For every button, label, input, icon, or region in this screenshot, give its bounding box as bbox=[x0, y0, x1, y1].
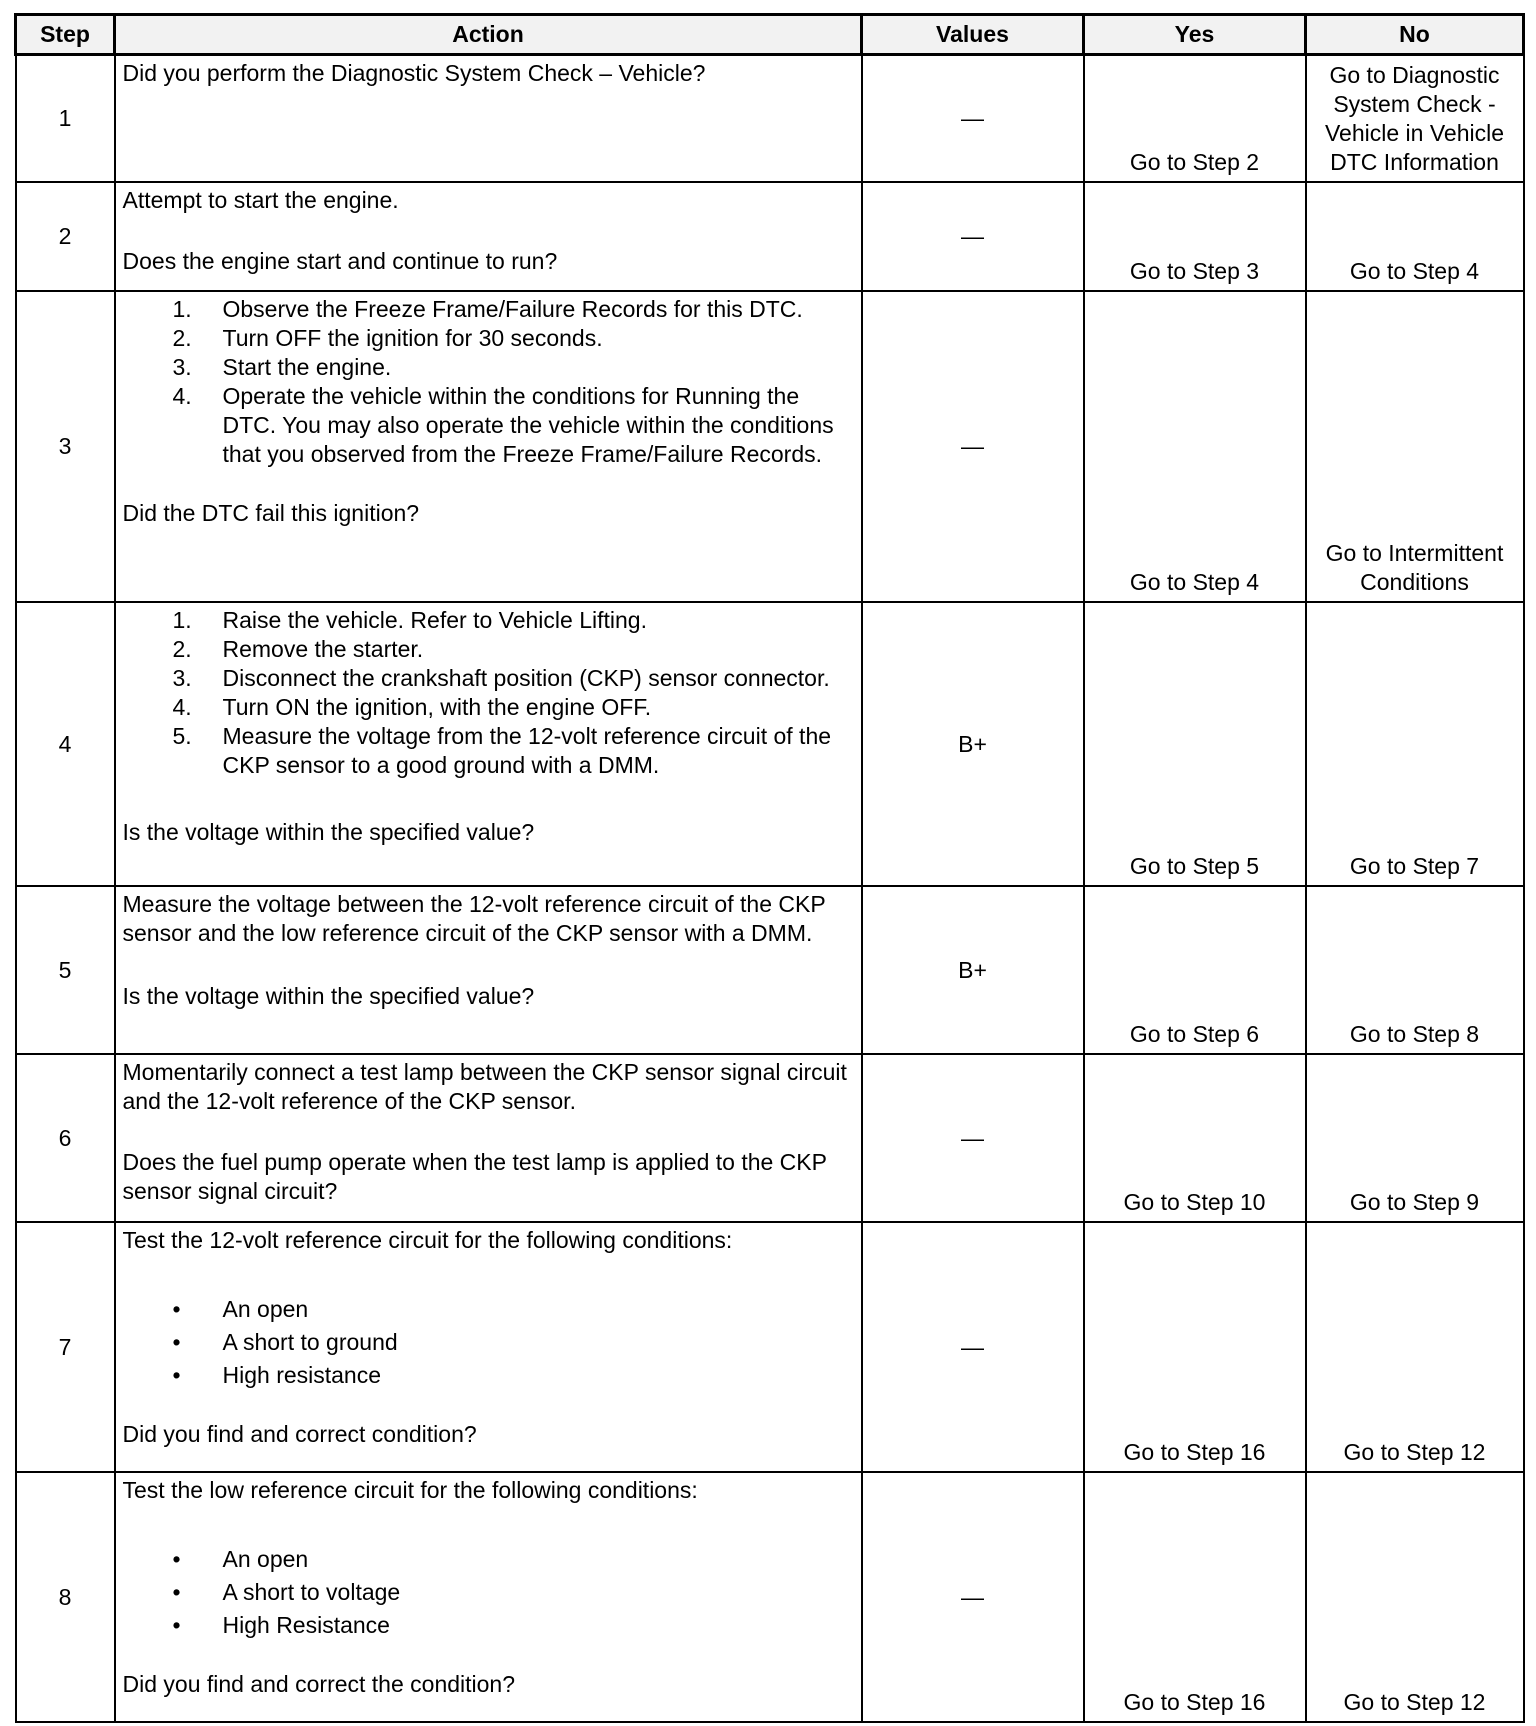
yes-cell: Go to Step 2 bbox=[1084, 55, 1306, 183]
list-number: 1. bbox=[172, 296, 192, 322]
action-text: Test the low reference circuit for the following conditions: bbox=[122, 1477, 698, 1503]
action-text: Momentarily connect a test lamp between the CKP sensor signal circuit and the 12-volt reference of the CKP sensor. bbox=[122, 1059, 847, 1114]
values-cell: — bbox=[862, 291, 1084, 602]
step-number: 5 bbox=[16, 886, 115, 1054]
spacer bbox=[123, 1505, 855, 1543]
list-item bbox=[123, 1359, 855, 1392]
values-cell: B+ bbox=[862, 602, 1084, 886]
list-text: Start the engine. bbox=[222, 354, 392, 380]
values-cell: — bbox=[862, 1054, 1084, 1222]
action-text: Attempt to start the engine. bbox=[122, 187, 399, 213]
list-text: Turn ON the ignition, with the engine OFF. bbox=[222, 694, 652, 720]
header-no: No bbox=[1306, 15, 1524, 55]
list-item bbox=[123, 382, 855, 469]
list-item bbox=[123, 606, 855, 635]
numbered-list bbox=[123, 295, 855, 469]
bullet-icon: • bbox=[172, 1612, 181, 1638]
yes-cell: Go to Step 5 bbox=[1084, 602, 1306, 886]
list-item bbox=[123, 1293, 855, 1326]
no-cell: Go to Intermittent Conditions bbox=[1306, 291, 1524, 602]
bullet-icon: • bbox=[172, 1579, 181, 1605]
table-row bbox=[16, 182, 1524, 291]
list-item bbox=[123, 635, 855, 664]
no-cell: Go to Step 4 bbox=[1306, 182, 1524, 291]
list-text: Disconnect the crankshaft position (CKP) sensor connector. bbox=[222, 665, 830, 691]
values-cell: — bbox=[862, 182, 1084, 291]
step-number: 8 bbox=[16, 1472, 115, 1722]
list-text: Operate the vehicle within the conditions for Running the DTC. You may also operate the vehicle within the conditions that you observed from the Freeze Frame/Failure Records. bbox=[222, 383, 834, 467]
list-number: 2. bbox=[172, 636, 192, 662]
no-cell: Go to Step 12 bbox=[1306, 1472, 1524, 1722]
no-cell: Go to Step 12 bbox=[1306, 1222, 1524, 1472]
list-text: An open bbox=[222, 1546, 309, 1572]
step-number: 3 bbox=[16, 291, 115, 602]
action-cell bbox=[115, 1054, 862, 1222]
bullet-list bbox=[123, 1293, 855, 1392]
header-action: Action bbox=[115, 15, 862, 55]
header-yes: Yes bbox=[1084, 15, 1306, 55]
spacer bbox=[123, 780, 855, 818]
list-item bbox=[123, 1326, 855, 1359]
no-cell: Go to Step 8 bbox=[1306, 886, 1524, 1054]
action-cell bbox=[115, 182, 862, 291]
yes-cell: Go to Step 10 bbox=[1084, 1054, 1306, 1222]
step-number: 6 bbox=[16, 1054, 115, 1222]
spacer bbox=[123, 1642, 855, 1670]
header-row bbox=[16, 15, 1524, 55]
list-number: 2. bbox=[172, 325, 192, 351]
action-text: Did you perform the Diagnostic System Check – Vehicle? bbox=[122, 60, 706, 86]
table-row bbox=[16, 55, 1524, 183]
list-number: 4. bbox=[172, 383, 192, 409]
list-number: 3. bbox=[172, 354, 192, 380]
step-number: 7 bbox=[16, 1222, 115, 1472]
action-cell bbox=[115, 1222, 862, 1472]
step-number: 1 bbox=[16, 55, 115, 183]
bullet-icon: • bbox=[172, 1546, 181, 1572]
values-cell: — bbox=[862, 1472, 1084, 1722]
bullet-icon: • bbox=[172, 1329, 181, 1355]
list-text: A short to ground bbox=[222, 1329, 398, 1355]
list-item bbox=[123, 722, 855, 780]
yes-cell: Go to Step 4 bbox=[1084, 291, 1306, 602]
no-cell: Go to Diagnostic System Check - Vehicle in Vehicle DTC Information bbox=[1306, 55, 1524, 183]
no-cell: Go to Step 7 bbox=[1306, 602, 1524, 886]
list-number: 1. bbox=[172, 607, 192, 633]
action-cell bbox=[115, 1472, 862, 1722]
list-text: Observe the Freeze Frame/Failure Records for this DTC. bbox=[222, 296, 803, 322]
action-question: Did the DTC fail this ignition? bbox=[122, 500, 420, 526]
action-question: Is the voltage within the specified value? bbox=[122, 819, 535, 845]
bullet-icon: • bbox=[172, 1296, 181, 1322]
list-number: 4. bbox=[172, 694, 192, 720]
action-cell bbox=[115, 55, 862, 183]
action-question: Is the voltage within the specified value? bbox=[122, 983, 535, 1009]
header-values: Values bbox=[862, 15, 1084, 55]
list-text: High resistance bbox=[222, 1362, 382, 1388]
list-item bbox=[123, 324, 855, 353]
yes-cell: Go to Step 16 bbox=[1084, 1472, 1306, 1722]
diagnostic-table bbox=[14, 13, 1525, 1723]
values-cell: — bbox=[862, 1222, 1084, 1472]
action-question: Does the engine start and continue to run? bbox=[122, 248, 558, 274]
list-number: 5. bbox=[172, 723, 192, 749]
spacer bbox=[123, 215, 855, 247]
action-cell bbox=[115, 886, 862, 1054]
table-row bbox=[16, 291, 1524, 602]
values-cell: — bbox=[862, 55, 1084, 183]
header-step: Step bbox=[16, 15, 115, 55]
list-text: An open bbox=[222, 1296, 309, 1322]
table-row bbox=[16, 602, 1524, 886]
action-question: Did you find and correct the condition? bbox=[122, 1671, 516, 1697]
list-text: A short to voltage bbox=[222, 1579, 401, 1605]
list-text: Raise the vehicle. Refer to Vehicle Lifting. bbox=[222, 607, 647, 633]
list-item bbox=[123, 693, 855, 722]
step-number: 4 bbox=[16, 602, 115, 886]
action-question: Did you find and correct condition? bbox=[122, 1421, 477, 1447]
list-text: Remove the starter. bbox=[222, 636, 424, 662]
list-item bbox=[123, 353, 855, 382]
list-item bbox=[123, 1576, 855, 1609]
action-text: Measure the voltage between the 12-volt reference circuit of the CKP sensor and the low reference circuit of the CKP sensor with a DMM. bbox=[122, 891, 826, 946]
action-cell bbox=[115, 291, 862, 602]
list-item bbox=[123, 1543, 855, 1576]
action-question: Does the fuel pump operate when the test lamp is applied to the CKP sensor signal circuit? bbox=[122, 1149, 827, 1204]
list-text: Measure the voltage from the 12-volt reference circuit of the CKP sensor to a good ground with a DMM. bbox=[222, 723, 832, 778]
values-cell: B+ bbox=[862, 886, 1084, 1054]
table-row bbox=[16, 1222, 1524, 1472]
action-text: Test the 12-volt reference circuit for the following conditions: bbox=[122, 1227, 733, 1253]
list-item bbox=[123, 295, 855, 324]
yes-cell: Go to Step 16 bbox=[1084, 1222, 1306, 1472]
bullet-list bbox=[123, 1543, 855, 1642]
step-number: 2 bbox=[16, 182, 115, 291]
list-text: High Resistance bbox=[222, 1612, 390, 1638]
numbered-list bbox=[123, 606, 855, 780]
table-row bbox=[16, 1054, 1524, 1222]
list-item bbox=[123, 664, 855, 693]
list-item bbox=[123, 1609, 855, 1642]
spacer bbox=[123, 948, 855, 982]
list-number: 3. bbox=[172, 665, 192, 691]
no-cell: Go to Step 9 bbox=[1306, 1054, 1524, 1222]
table-row bbox=[16, 886, 1524, 1054]
spacer bbox=[123, 1116, 855, 1148]
spacer bbox=[123, 469, 855, 499]
table-row bbox=[16, 1472, 1524, 1722]
action-cell bbox=[115, 602, 862, 886]
spacer bbox=[123, 1392, 855, 1420]
spacer bbox=[123, 1255, 855, 1293]
yes-cell: Go to Step 3 bbox=[1084, 182, 1306, 291]
list-text: Turn OFF the ignition for 30 seconds. bbox=[222, 325, 603, 351]
bullet-icon: • bbox=[172, 1362, 181, 1388]
yes-cell: Go to Step 6 bbox=[1084, 886, 1306, 1054]
